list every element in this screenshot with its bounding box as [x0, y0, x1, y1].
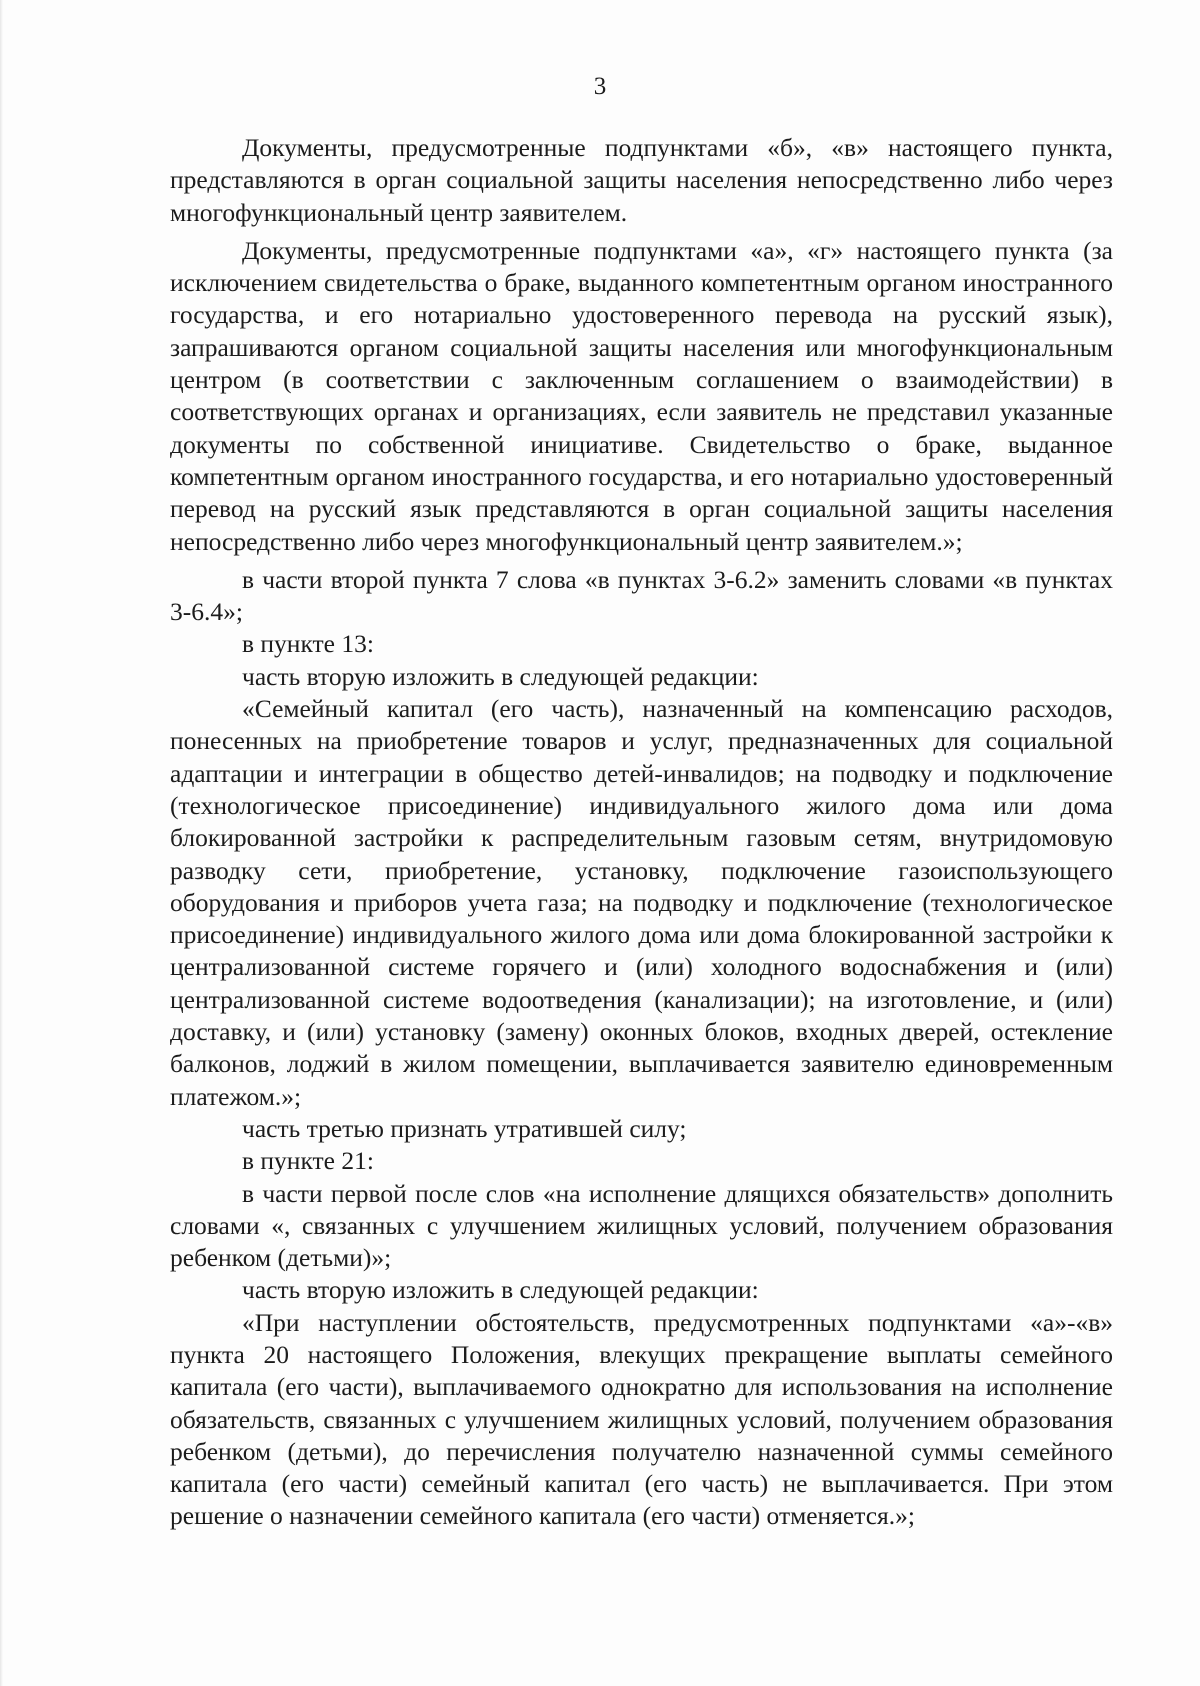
paragraph: в части первой после слов «на исполнение длящихся обязательств» дополнить словами «, связанных с улучшением жилищных условий, получением образования ребенком (детьми)»; [170, 1178, 1113, 1273]
paragraph: «При наступлении обстоятельств, предусмотренных подпунктами «а»-«в» пункта 20 настоящего Положения, влекущих прекращение выплаты семейного капитала (его части), выплачиваемого однократно для использования на исполнение обязательств, связанных с улучшением жилищных условий, получением образования ребенком (детьми), до перечисления получателю назначенной суммы семейного капитала (его части) семейный капитал (его часть) не выплачивается. При этом решение о назначении семейного капитала (его части) отменяется.»; [170, 1307, 1113, 1531]
paragraph: Документы, предусмотренные подпунктами «а», «г» настоящего пункта (за исключением свидетельства о браке, выданного компетентным органом иностранного государства, и его нотариально удостоверенного перевода на русский язык), запрашиваются органом социальной защиты населения или многофункциональным центром (в соответствии с заключенным соглашением о взаимодействии) в соответствующих органах и организациях, если заявитель не представил указанные документы по собственной инициативе. Свидетельство о браке, выданное компетентным органом иностранного государства, и его нотариально удостоверенный перевод на русский язык представляются в орган социальной защиты населения непосредственно либо через многофункциональный центр заявителем.»; [170, 235, 1113, 556]
paragraph: в пункте 13: [242, 629, 374, 659]
paragraph: в пункте 21: [242, 1146, 374, 1176]
document-body [170, 132, 1113, 1533]
page-number: 3 [593, 73, 607, 100]
paragraph: Документы, предусмотренные подпунктами «б», «в» настоящего пункта, представляются в орган социальной защиты населения непосредственно либо через многофункциональный центр заявителем. [170, 133, 1113, 227]
scan-edge [0, 0, 3, 1686]
paragraph: часть вторую изложить в следующей редакции: [242, 1275, 759, 1305]
paragraph: в части второй пункта 7 слова «в пунктах 3-6.2» заменить словами «в пунктах 3-6.4»; [170, 564, 1113, 627]
paragraph: часть третью признать утратившей силу; [242, 1113, 687, 1143]
paragraph: часть вторую изложить в следующей редакции: [242, 661, 759, 691]
paragraph: «Семейный капитал (его часть), назначенный на компенсацию расходов, понесенных на приобретение товаров и услуг, предназначенных для социальной адаптации и интеграции в общество детей-инвалидов; на подводку и подключение (технологическое присоединение) индивидуального жилого дома или дома блокированной застройки к распределительным газовым сетям, внутридомовую разводку сети, приобретение, установку, подключение газоиспользующего оборудования и приборов учета газа; на подводку и подключение (технологическое присоединение) индивидуального жилого дома или дома блокированной застройки к централизованной системе горячего и (или) холодного водоснабжения и (или) централизованной системе водоотведения (канализации); на изготовление, и (или) доставку, и (или) установку (замену) оконных блоков, входных дверей, остекление балконов, лоджий в жилом помещении, выплачивается заявителю единовременным платежом.»; [170, 694, 1113, 1111]
